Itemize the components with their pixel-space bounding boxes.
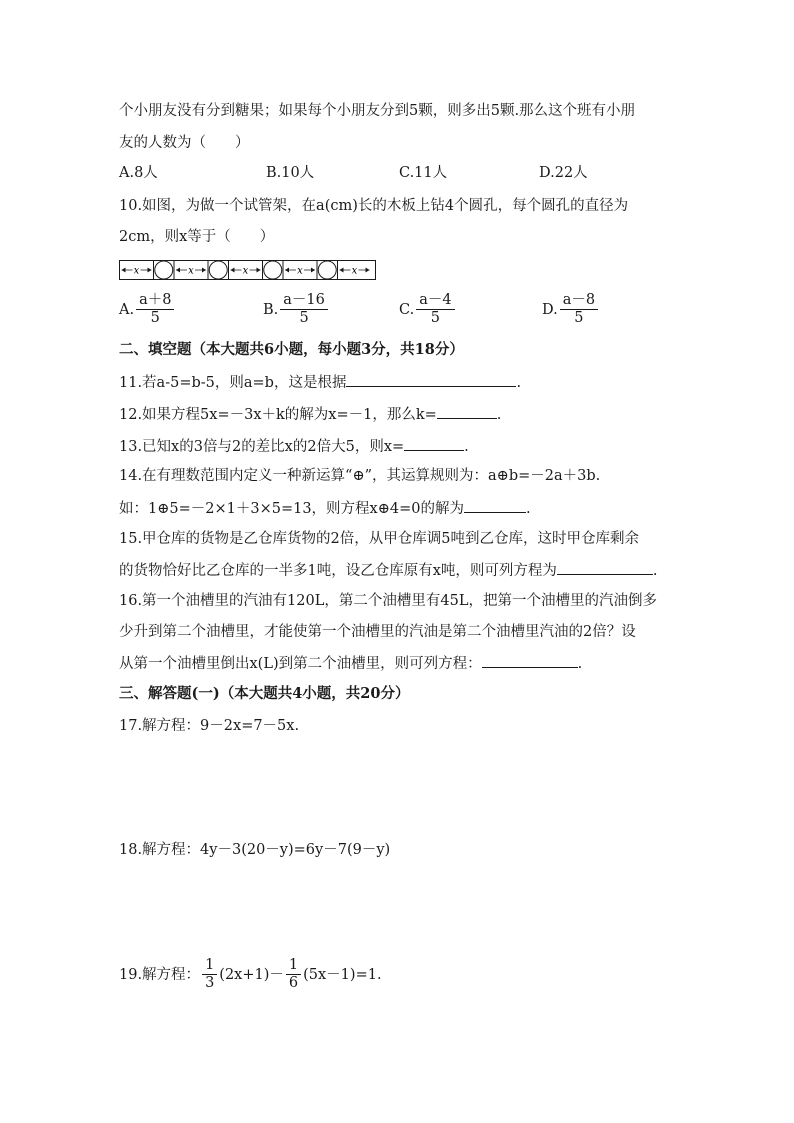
q9-option-c: C.11人 [399,165,448,181]
section2-heading: 二、填空题（本大题共6小题，每小题3分，共18分） [119,341,464,358]
x-segment-label: x [133,265,140,277]
hole-circle [155,261,173,279]
hole-circle [318,261,336,279]
x-segment-label: x [242,265,249,277]
q12-answer-blank [437,404,497,419]
x-segment-label: x [188,265,194,277]
q11: 11.若a-5=b-5，则a=b，这是根据 . [119,372,521,393]
q9-option-a: A.8人 [119,165,158,181]
q10-option-b: B. $\frac{a-16}{5}$ [263,292,330,327]
q19: 19.解方程： $\frac{1}{3}$ (2x+1)－ $\frac{1}{6}$ (5x－1)=1. [119,957,382,991]
hole-circle [264,261,282,279]
q10-option-c: C. $\frac{a-4}{5}$ [399,292,457,327]
q10-line1: 10.如图，为做一个试管架，在a(cm)长的木板上钻4个圆孔，每个圆孔的直径为 [119,198,629,214]
q15-answer-blank [557,560,653,575]
q16-line1: 16.第一个油槽里的汽油有120L，第二个油槽里有45L，把第一个油槽里的汽油倒多 [119,593,657,609]
q15-line1: 15.甲仓库的货物是乙仓库货物的2倍，从甲仓库调5吨到乙仓库，这时甲仓库剩余 [119,531,640,547]
q11-answer-blank [346,372,516,387]
q15-line2: 的货物恰好比乙仓库的一半多1吨，设乙仓库原有x吨，则可列方程为 . [119,560,658,581]
q13: 13.已知x的3倍与2的差比x的2倍大5，则x= . [119,436,469,457]
hole-circle [209,261,227,279]
q12: 12.如果方程5x=－3x＋k的解为x=－1，那么k= . [119,404,501,425]
q14-answer-blank [464,498,526,513]
q13-answer-blank [404,436,464,451]
q16-line3: 从第一个油槽里倒出x(L)到第二个油槽里，则可列方程： . [119,653,582,674]
q9-option-b: B.10人 [266,165,315,181]
x-segment-label: x [351,265,358,277]
x-segment-label: x [297,265,303,277]
q16-line2: 少升到第二个油槽里，才能使第一个油槽里的汽油是第二个油槽里汽油的2倍？设 [119,624,636,640]
q9-line2: 友的人数为（ ） [119,135,250,151]
q9-line1: 个小朋友没有分到糖果；如果每个小朋友分到5颗，则多出5颗.那么这个班有小朋 [119,103,636,119]
q10-option-a: A. $\frac{a+8}{5}$ [119,292,176,327]
q14-line1: 14.在有理数范围内定义一种新运算“⊕”，其运算规则为：a⊕b=－2a＋3b. [119,468,601,484]
test-tube-rack-diagram [119,259,377,281]
section3-heading: 三、解答题(一)（本大题共4小题，共20分） [119,685,410,702]
q9-option-d: D.22人 [539,165,588,181]
q18: 18.解方程：4y－3(20－y)=6y－7(9－y) [119,842,391,858]
q14-line2: 如：1⊕5=－2×1＋3×5=13，则方程x⊕4=0的解为 . [119,498,531,519]
q10-line2: 2cm，则x等于（ ） [119,229,275,245]
q10-option-d: D. $\frac{a-8}{5}$ [542,292,600,327]
q16-answer-blank [482,653,578,668]
q17: 17.解方程：9－2x=7－5x. [119,718,300,734]
